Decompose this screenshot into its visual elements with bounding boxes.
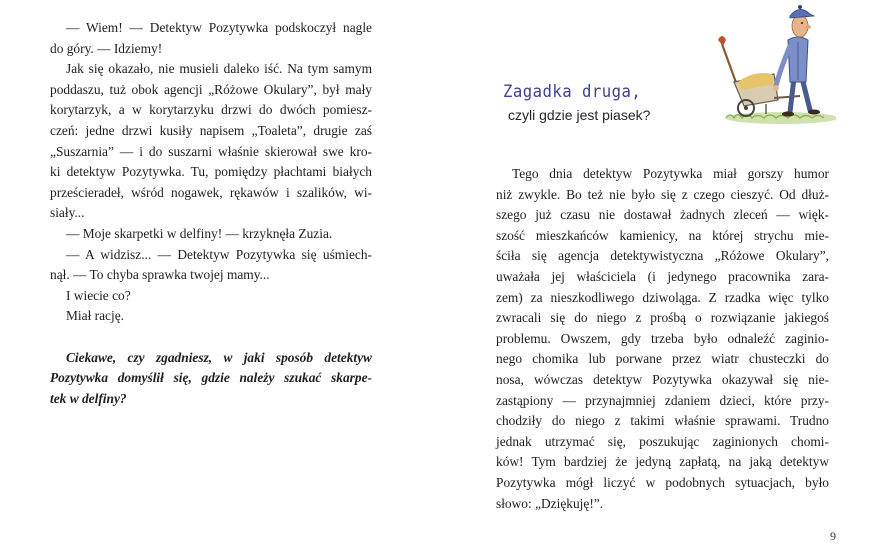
text-line: poddaszu, tuż obok agencji „Różowe Okulary”, był mały — [50, 81, 372, 97]
text-line: szość mieszkańców kamienicy, na której strychu mie- — [496, 227, 829, 243]
left-page — [0, 0, 440, 540]
text-line: Jak się okazało, nie musieli daleko iść. Na tym samym — [66, 61, 372, 77]
text-line: Pozytywka domyślił się, gdzie należy szukać skarpe- — [50, 370, 372, 386]
text-line: do góry. — Idziemy! — [50, 40, 163, 56]
text-line: nego chomika lub porwane przez wiatr chusteczki do — [496, 351, 829, 367]
text-line: korytarzyk, a w korytarzyku drzwi do dwóch pomiesz- — [50, 102, 372, 118]
right-page-text — [496, 164, 829, 514]
text-line: zastąpiony — przynajmniej zdaniem dzieci, które przy- — [496, 392, 829, 408]
text-line: nął. — To chyba sprawka twojej mamy... — [50, 267, 270, 283]
text-line: tek w delfiny? — [50, 390, 127, 406]
text-line: Tego dnia detektyw Pozytywka miał gorszy humor — [512, 166, 829, 181]
text-line: — Moje skarpetki w delfiny! — krzyknęła Zuzia. — [66, 225, 333, 241]
right-page — [440, 0, 880, 543]
text-line: ściła się agencja detektywistyczna „Różowe Okulary”, — [496, 248, 829, 264]
chapter-title: Zagadka druga, — [503, 82, 642, 102]
text-line: siały... — [50, 205, 85, 221]
text-line: Ciekawe, czy zgadniesz, w jaki sposób detektyw — [66, 349, 372, 365]
page-number: 9 — [830, 529, 836, 543]
text-line: — A widzisz... — Detektyw Pozytywka się uśmiech- — [66, 246, 372, 262]
text-line: ki detektyw Pozytywka. Tu, pomiędzy płachtami białych — [50, 164, 372, 180]
paragraph-gap — [50, 327, 372, 348]
left-page-text — [50, 18, 372, 409]
text-line: słowo: „Dziękuję!”. — [496, 495, 604, 511]
text-line: zwracali się do niego z prośbą o rozwiązanie jakiegoś — [496, 310, 829, 326]
text-line: „Suszarnia” — i do suszarni właśnie skierował swe kro- — [50, 143, 372, 159]
text-line: niż zwykle. Bo też nie było się z czego cieszyć. Od dłuż- — [496, 186, 829, 202]
text-line: nosa, wówczas detektyw Pozytywka okazywał się nie- — [496, 371, 829, 387]
text-line: Pozytywka mógł liczyć w podobnych sytuacjach, było — [496, 474, 829, 490]
text-line: uważała jej właściciela (i jedynego pracownika zara- — [496, 268, 829, 284]
text-line: szego już czasu nie dostawał żadnych zleceń — więk- — [496, 207, 829, 223]
text-line: chodziły do niego z takimi właśnie sprawami. Trudno — [496, 413, 829, 429]
chapter-subtitle: czyli gdzie jest piasek? — [508, 107, 651, 123]
text-line: I wiecie co? — [66, 287, 131, 303]
text-line: prześcieradeł, wśród nogawek, rękawów i szalików, wi- — [50, 184, 372, 200]
text-line: czeń: jedne drzwi kusiły napisem „Toaleta”, drugie zaś — [50, 122, 372, 138]
text-line: — Wiem! — Detektyw Pozytywka podskoczył nagle — [66, 20, 372, 35]
text-line: Miał rację. — [66, 308, 124, 324]
text-line: jednak utrzymać się, poszukując zaginionych chomi- — [496, 433, 829, 449]
text-line: problemu. Owszem, gdy trzeba było odnaleźć zaginio- — [496, 330, 829, 346]
text-line: zem) za nieszkodliwego dziwoląga. Z rzadka więc tylko — [496, 289, 829, 305]
text-line: ków! Tym bardziej że jedyną zapłatą, na jaką detektyw — [496, 454, 829, 470]
detective-wheelbarrow-illustration — [716, 0, 836, 128]
